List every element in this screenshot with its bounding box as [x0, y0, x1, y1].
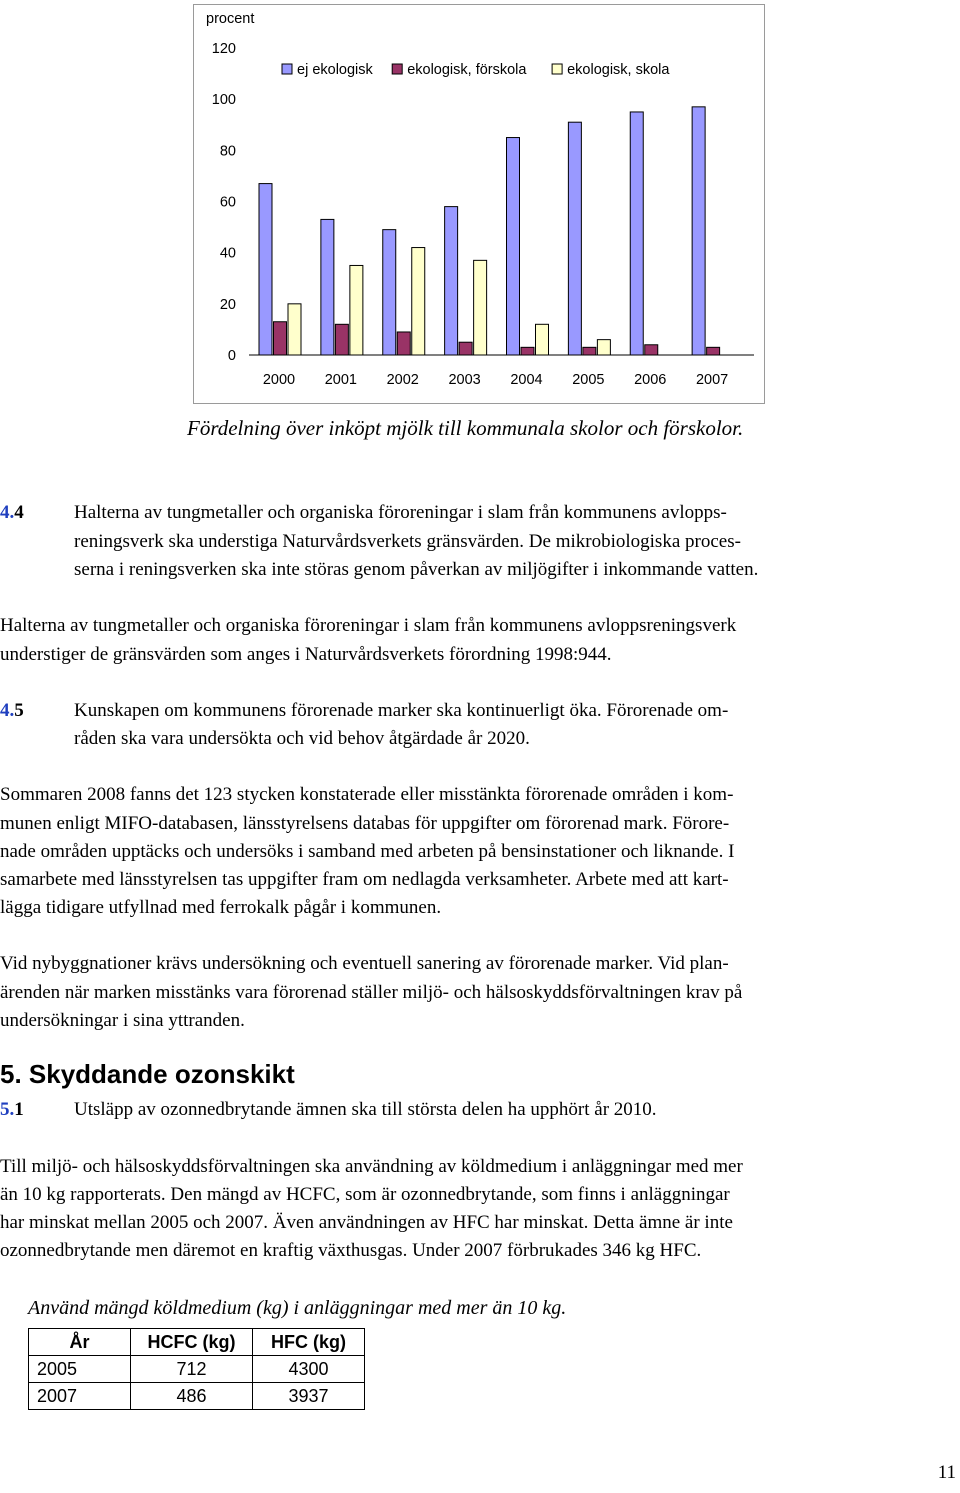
paragraph-2-line-1: Sommaren 2008 fanns det 123 stycken konstaterade eller misstänkta förorenade områden i kom- [0, 784, 734, 805]
section-5-1-line-1: Utsläpp av ozonnedbrytande ämnen ska till största delen ha upphört år 2010. [74, 1099, 657, 1120]
legend-label: ej ekologisk [297, 62, 373, 78]
x-tick-label: 2007 [695, 372, 729, 388]
cell-hfc: 4300 [253, 1356, 365, 1383]
x-tick-label: 2002 [386, 372, 419, 388]
table-header-row [29, 1329, 365, 1356]
y-tick-label: 60 [219, 194, 236, 211]
legend-swatch [552, 64, 562, 74]
bar [259, 184, 272, 355]
y-tick-label: 120 [211, 41, 236, 57]
paragraph-2-line-3: nade områden upptäcks och undersöks i samband med arbeten på bensinstationer och liknande. I [0, 841, 735, 862]
bar [321, 219, 334, 355]
y-tick-label: 0 [227, 348, 236, 364]
bar [445, 207, 458, 355]
table-row [29, 1383, 365, 1410]
paragraph-4-line-3: har minskat mellan 2005 och 2007. Även användningen av HFC har minskat. Detta ämne är inte [0, 1212, 733, 1233]
bar [350, 265, 363, 355]
paragraph-1-line-1: Halterna av tungmetaller och organiska föroreningar i slam från kommunens avloppsreningsverk [0, 615, 737, 636]
paragraph-4-line-1: Till miljö- och hälsoskyddsförvaltningen ska användning av köldmedium i anläggningar med mer [0, 1156, 743, 1177]
legend-swatch [282, 64, 292, 74]
legend-label: ekologisk, förskola [407, 62, 527, 78]
paragraph-2-line-5: lägga tidigare utfyllnad med ferrokalk pågår i kommunen. [0, 897, 442, 918]
bar [707, 347, 720, 355]
milk-distribution-chart [193, 4, 765, 404]
bar [507, 138, 520, 355]
page-number: 11 [937, 1462, 956, 1483]
bar [274, 322, 287, 355]
header-hfc: HFC (kg) [253, 1329, 365, 1356]
bar [568, 122, 581, 355]
bar [583, 347, 596, 355]
section-number-5-1: 5.1 [0, 1099, 24, 1120]
bar [459, 342, 472, 355]
bar [335, 324, 348, 355]
cell-year: 2007 [29, 1383, 131, 1410]
section-4-4-line-3: serna i reningsverken ska inte störas genom påverkan av miljögifter i inkommande vatten. [74, 559, 759, 580]
y-tick-label: 20 [219, 296, 236, 313]
cell-year: 2005 [29, 1356, 131, 1383]
y-axis-label: procent [206, 11, 255, 27]
cell-hcfc: 486 [131, 1383, 253, 1410]
bar [474, 260, 487, 355]
table-row [29, 1356, 365, 1383]
section-number-4-5: 4.5 [0, 700, 24, 721]
bar [288, 304, 301, 355]
legend-label: ekologisk, skola [567, 62, 670, 78]
header-year: År [29, 1329, 131, 1356]
paragraph-3-line-3: undersökningar i sina yttranden. [0, 1010, 245, 1031]
cell-hfc: 3937 [253, 1383, 365, 1410]
bar [397, 332, 410, 355]
section-4-5-line-2: råden ska vara undersökta och vid behov åtgärdade år 2020. [74, 728, 530, 749]
bar [692, 107, 705, 355]
y-tick-label: 40 [219, 245, 236, 262]
x-tick-label: 2001 [324, 372, 358, 388]
header-hcfc: HCFC (kg) [131, 1329, 253, 1356]
bar [412, 248, 425, 355]
bar [597, 340, 610, 355]
bar [536, 324, 549, 355]
chart-caption: Fördelning över inköpt mjölk till kommunala skolor och förskolor. [187, 416, 744, 440]
legend-swatch [392, 64, 402, 74]
bar [383, 230, 396, 355]
paragraph-4-line-2: än 10 kg rapporterats. Den mängd av HCFC, som är ozonnedbrytande, som finns i anläggningar [0, 1184, 730, 1205]
table-caption: Använd mängd köldmedium (kg) i anläggningar med mer än 10 kg. [28, 1297, 567, 1319]
y-tick-label: 80 [219, 143, 236, 160]
bar [521, 347, 534, 355]
paragraph-2-line-4: samarbete med länsstyrelsen tas uppgifter fram om nedlagda verksamheter. Arbete med att kart- [0, 869, 729, 890]
bar [630, 112, 643, 355]
section-number-4-4: 4.4 [0, 502, 24, 523]
paragraph-3-line-1: Vid nybyggnationer krävs undersökning och eventuell sanering av förorenade marker. Vid plan- [0, 953, 729, 974]
x-tick-label: 2000 [262, 372, 296, 388]
chapter-5-heading: 5. Skyddande ozonskikt [0, 1059, 295, 1089]
cell-hcfc: 712 [131, 1356, 253, 1383]
x-tick-label: 2004 [510, 372, 543, 388]
bar-chart [194, 5, 766, 405]
x-tick-label: 2005 [572, 372, 605, 388]
paragraph-1-line-2: understiger de gränsvärden som anges i Naturvårdsverkets förordning 1998:944. [0, 644, 612, 665]
refrigerant-table [28, 1328, 365, 1410]
y-tick-label: 100 [211, 92, 236, 109]
section-4-5-line-1: Kunskapen om kommunens förorenade marker ska kontinuerligt öka. Förorenade om- [74, 700, 729, 721]
section-4-4-line-1: Halterna av tungmetaller och organiska föroreningar i slam från kommunens avlopps- [74, 502, 727, 523]
paragraph-4-line-4: ozonnedbrytande men däremot en kraftig växthusgas. Under 2007 förbrukades 346 kg HFC. [0, 1240, 702, 1261]
paragraph-2-line-2: munen enligt MIFO-databasen, länsstyrelsens databas för uppgifter om förorenad mark. Förore- [0, 813, 730, 834]
section-4-4-line-2: reningsverk ska understiga Naturvårdsverkets gränsvärden. De mikrobiologiska proces- [74, 531, 741, 552]
x-tick-label: 2003 [448, 372, 481, 388]
x-tick-label: 2006 [634, 372, 667, 388]
bar [645, 345, 658, 355]
paragraph-3-line-2: ärenden när marken misstänks vara förorenad ställer miljö- och hälsoskyddsförvaltningen krav på [0, 982, 743, 1003]
